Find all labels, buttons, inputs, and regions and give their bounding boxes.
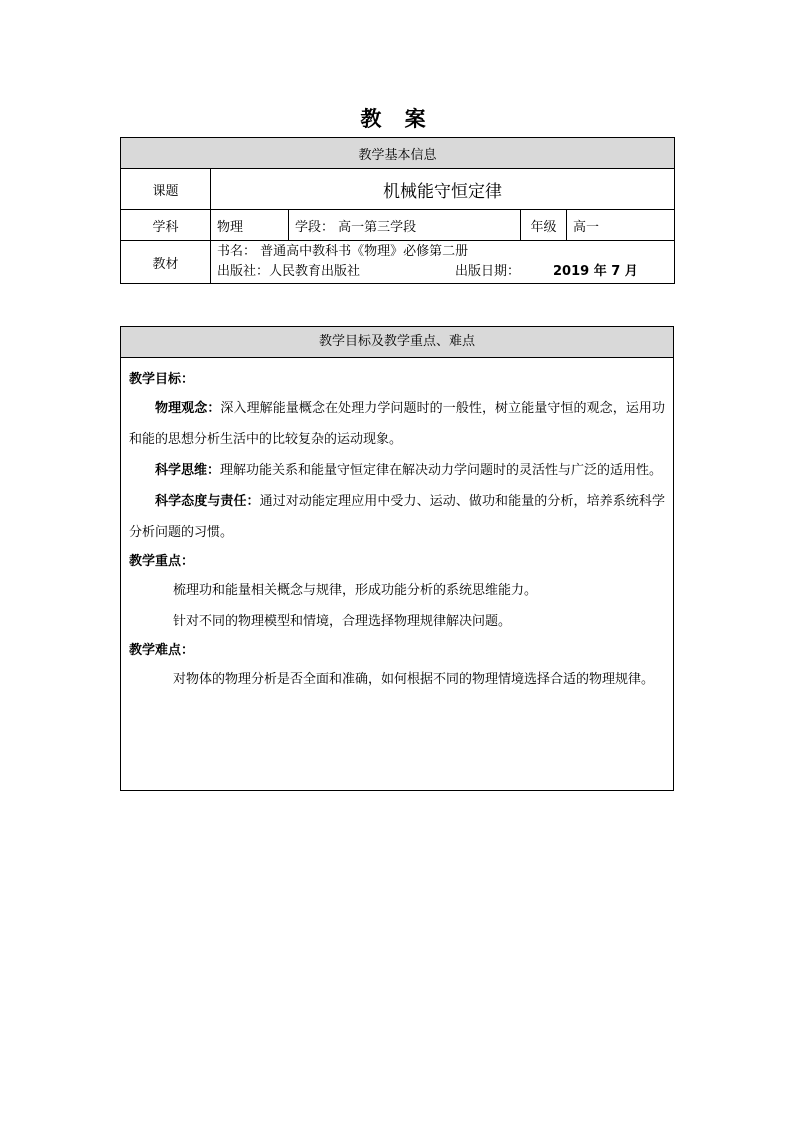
goal-physics-concept (129, 393, 665, 455)
goal2-text: 理解功能关系和能量守恒定律在解决动力学问题时的灵活性与广泛的适用性。 (220, 463, 663, 478)
goal-attitude-responsibility (129, 486, 665, 548)
textbook-details (211, 241, 675, 284)
document-title: 教 案 (360, 107, 434, 131)
topic-label: 课题 (121, 169, 211, 210)
book-name: 书名： 普通高中教科书《物理》必修第二册 (217, 244, 469, 259)
goal2-label: 科学思维： (155, 463, 221, 478)
basic-info-header-row (121, 138, 675, 169)
book-name-line (217, 242, 668, 262)
goal1-text: 深入理解能量概念在处理力学问题时的一般性，树立能量守恒的观念，运用功和能的思想分析生活中的比较复杂的运动现象。 (129, 401, 665, 447)
subject-label: 学科 (121, 210, 211, 241)
basic-info-table (120, 137, 675, 284)
pub-date-label: 出版日期： (455, 264, 521, 279)
textbook-row (121, 241, 675, 284)
key-point-1: 梳理功和能量相关概念与规律，形成功能分析的系统思维能力。 (173, 583, 538, 598)
goal3-text: 通过对动能定理应用中受力、运动、做功和能量的分析，培养系统科学分析问题的习惯。 (129, 494, 665, 540)
pub-date: 2019 年 7 月 (553, 264, 638, 279)
goal1-label: 物理观念： (155, 401, 221, 416)
publisher-line (217, 262, 668, 282)
basic-info-header: 教学基本信息 (121, 138, 675, 169)
difficulty-1: 对物体的物理分析是否全面和准确，如何根据不同的物理情境选择合适的物理规律。 (173, 672, 655, 687)
key-points-title: 教学重点： (129, 554, 195, 569)
subject-value: 物理 (211, 210, 289, 241)
objectives-box (120, 326, 674, 791)
goal3-label: 科学态度与责任： (155, 494, 260, 509)
topic-row (121, 169, 675, 210)
objectives-header: 教学目标及教学重点、难点 (121, 327, 673, 358)
subject-row (121, 210, 675, 241)
textbook-label: 教材 (121, 241, 211, 284)
grade-label: 年级 (521, 210, 567, 241)
publisher: 出版社：人民教育出版社 (217, 264, 361, 279)
difficulties-title: 教学难点： (129, 643, 195, 658)
key-point-2: 针对不同的物理模型和情境，合理选择物理规律解决问题。 (173, 614, 512, 629)
grade-value: 高一 (567, 210, 675, 241)
stage-value: 学段： 高一第三学段 (289, 210, 521, 241)
goals-title: 教学目标： (129, 372, 195, 387)
objectives-body (121, 358, 673, 695)
topic-value: 机械能守恒定律 (211, 169, 675, 210)
goal-scientific-thinking (129, 455, 665, 486)
